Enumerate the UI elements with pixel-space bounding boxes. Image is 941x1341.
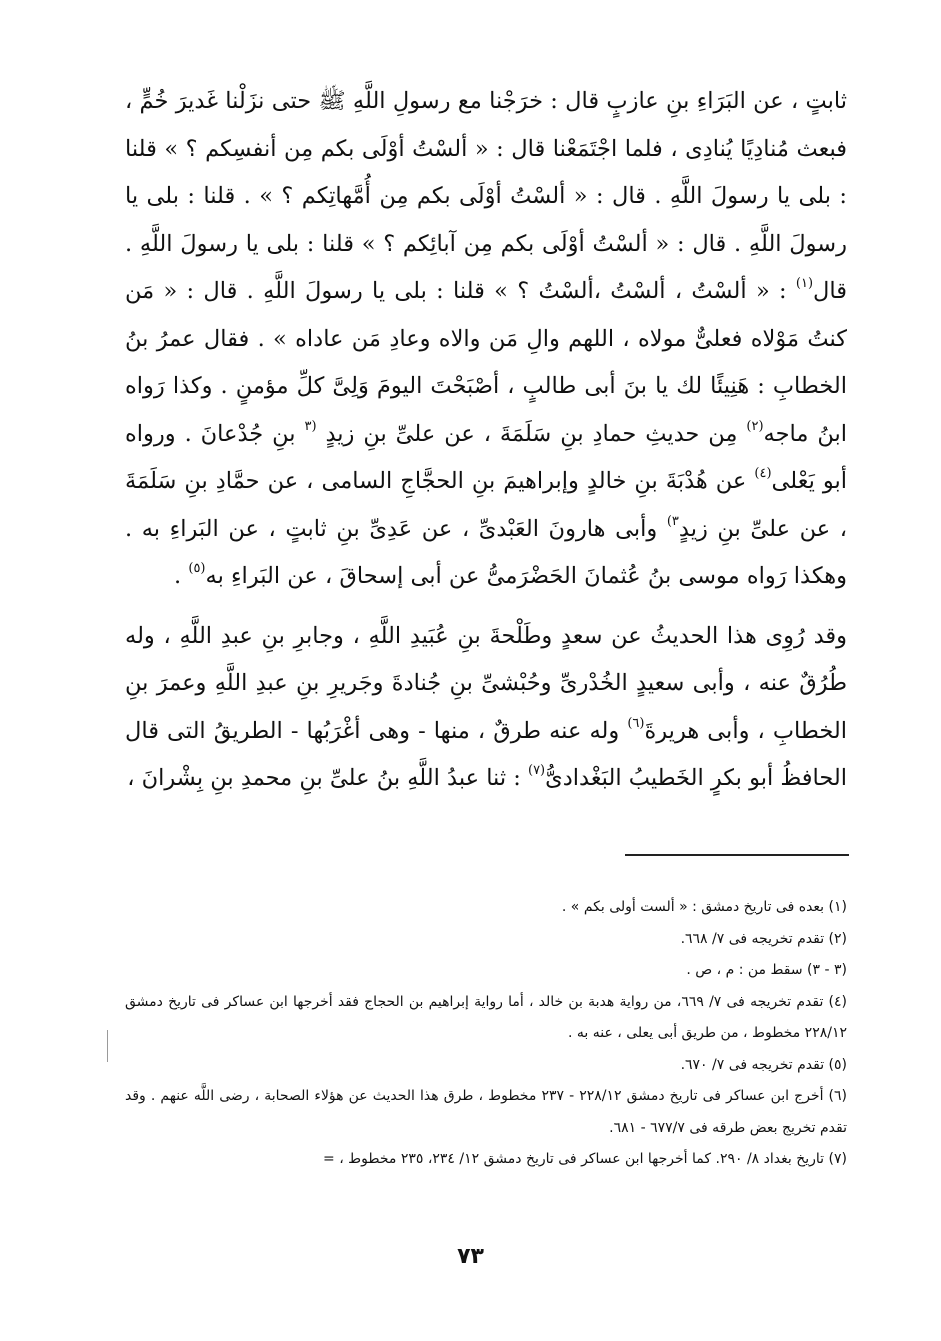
text-run: وأبى هارونَ العَبْدىِّ ، عن عَدِىِّ بنِ ثابتٍ ، عن البَراءِ به . وهكذا رَواه موسى بنُ عُثمانَ الحَضْرَمىُّ عن أبى إسحاقَ ، عن البَراءِ به — [125, 515, 847, 589]
footnote-7: (٧) تاريخ بغداد ٨/ ٢٩٠. كما أخرجها ابن عساكر فى تاريخ دمشق ١٢/ ٢٣٤، ٢٣٥ مخطوط ، = — [323, 1151, 847, 1167]
scan-mark — [107, 1030, 108, 1062]
text-run: وقد رُوِى هذا الحديثُ عن سعدٍ وطَلْحةَ بنِ عُبَيدِ اللَّهِ ، وجابرِ بنِ عبدِ اللَّهِ ، وله طُرُقٌ عنه ، وأبى سعيدٍ الخُدْرىِّ وحُبْشىِّ بنِ جُنادةَ وجَريرِ بنِ عبدِ اللَّهِ وعمرَ بنِ الخطابِ ، وأبى هريرةَ — [125, 622, 847, 744]
footnote-ref-1[interactable]: (١) — [795, 276, 814, 291]
footnotes — [125, 892, 847, 1176]
footnote-ref-2[interactable]: (٢) — [746, 418, 764, 434]
footnote-ref-6[interactable]: (٦) — [627, 715, 645, 731]
footnote-ref-3-close[interactable]: ٣) — [666, 513, 679, 529]
text-run: وله عنه طرقٌ ، منها - وهى أغْرَبُها - الطريقُ التى قال الحافظُ أبو بكرٍ الخَطيبُ البَغْدادىُّ — [125, 717, 847, 791]
footnote-separator — [625, 854, 849, 856]
paragraph-2 — [125, 613, 847, 803]
main-text — [125, 78, 847, 803]
footnote-1: (١) بعده فى تاريخ دمشق : « ألست أولى بكم » . — [561, 899, 847, 915]
text-run: . — [174, 563, 189, 589]
footnote-2: (٢) تقدم تخريجه فى ٧/ ٦٦٨. — [680, 930, 847, 947]
footnote-ref-5[interactable]: (٥) — [188, 561, 206, 576]
footnote-6: (٦) أخرج ابن عساكر فى تاريخ دمشق ٢٢٨/١٢ - ٢٣٧ مخطوط ، طرق هذا الحديث عن هؤلاء الصحابة ، رضى اللَّه عنهم . وقد تقدم تخريج بعض طرقه فى ٦٧٧/٧ - ٦٨١. — [125, 1088, 848, 1136]
page-number: ٧٣ — [457, 1244, 484, 1269]
text-run: بنِ جُدْعانَ . ورواه أبو يَعْلى — [125, 420, 847, 494]
footnote-ref-4[interactable]: (٤) — [754, 466, 772, 481]
text-run: : « ألسْتُ ، ألسْتُ ،ألسْتُ ؟ » قلنا : بلى يا رسولَ اللَّهِ . قال : « مَن كنتُ مَوْلاه فعلىٌّ مولاه ، اللهم والِ مَن والاه وعادِ مَن عاداه » . فقال عمرُ بنُ الخطابِ : هَنِيئًا لك يا بنَ أبى طالبٍ ، أصْبَحْتَ اليومَ وَلِىَّ كلِّ مؤمنٍ . وكذا رَواه ابنُ ماجه — [125, 278, 847, 447]
footnote-4: (٤) تقدم تخريجه فى ٧/ ٦٦٩، من رواية هدبة بن خالد ، أما رواية إبراهيم بن الحجاج فقد أخرجها ابن عساكر فى تاريخ دمشق ٢٢٨/١٢ مخطوط ، من طريق أبى يعلى ، عنه به . — [125, 993, 847, 1041]
text-run: : ثنا عبدُ اللَّهِ بنُ علىِّ بنِ محمدِ بنِ بِشْرانَ ، — [127, 765, 528, 791]
paragraph-1 — [125, 78, 847, 601]
footnote-ref-3-open[interactable]: (٣ — [304, 418, 317, 434]
footnote-3: (٣ - ٣) سقط من : م ، ص . — [686, 962, 847, 978]
footnote-5: (٥) تقدم تخريجه فى ٧/ ٦٧٠. — [680, 1056, 847, 1073]
text-run: مِن حديثِ حمادِ بنِ سَلَمَةَ ، عن علىِّ بنِ زيدٍ — [316, 420, 747, 447]
text-run: عن هُدْبَةَ بنِ خالدٍ وإبراهيمَ بنِ الحجَّاجِ السامى ، عن حمَّادِ بنِ سَلَمَةَ ، عن علىِّ بنِ زيدٍ — [125, 468, 847, 542]
footnote-ref-7[interactable]: (٧) — [527, 763, 546, 778]
text-run: ثابتٍ ، عن البَرَاءِ بنِ عازبٍ قال : خرَجْنا مع رسولِ اللَّهِ ﷺ حتى نزَلْنا غَديرَ خُمٍّ ، فبعث مُنادِيًا يُنادِى ، فلما اجْتَمَعْنا قال : « ألسْتُ أوْلَى بكم مِن أنفسِكم ؟ » قلنا : بلى يا رسولَ اللَّهِ . قال : « ألسْتُ أوْلَى بكم مِن أُمَّهاتِكم ؟ » . قلنا : بلى يا رسولَ اللَّهِ . قال : « ألسْتُ أوْلَى بكم مِن آبائِكم ؟ » قلنا : بلى يا رسولَ اللَّهِ . قال — [125, 88, 847, 304]
